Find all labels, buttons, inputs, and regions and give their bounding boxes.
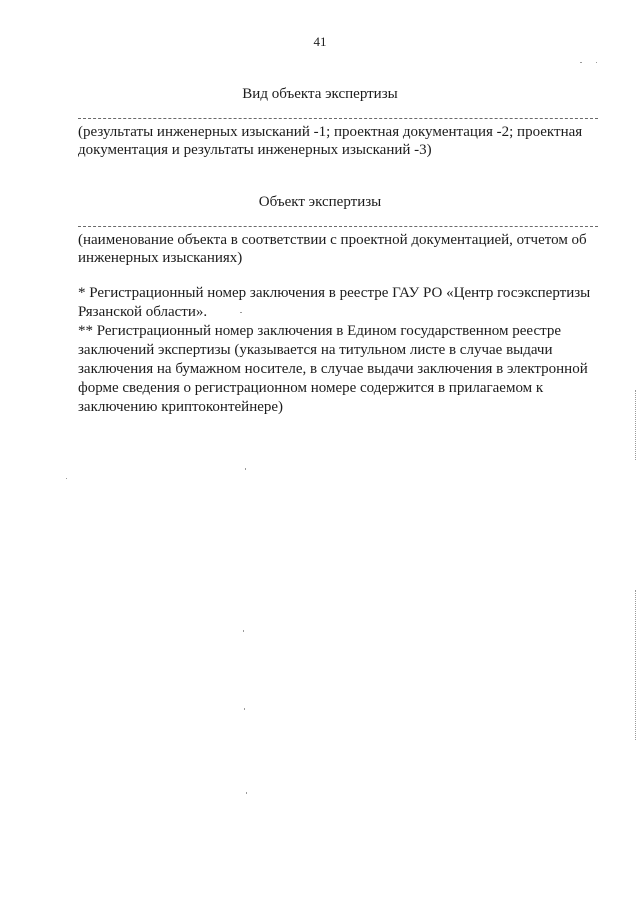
- scan-speck: [240, 312, 242, 313]
- scan-edge-marks: [635, 590, 637, 740]
- scan-speck: [596, 62, 597, 63]
- footnote-line: заключению криптоконтейнере): [78, 399, 284, 415]
- scan-speck: [66, 478, 67, 479]
- footnote-line: форме сведения о регистрационном номере содержится в прилагаемом к: [78, 380, 544, 396]
- caption-line: инженерных изысканиях): [78, 250, 243, 266]
- footnote-line: заключений экспертизы (указывается на титульном листе в случае выдачи: [78, 342, 553, 358]
- fill-in-line-expertise-type: [78, 118, 598, 119]
- caption-line: (наименование объекта в соответствии с проектной документацией, отчетом об: [78, 232, 587, 248]
- page-number: 41: [313, 34, 327, 49]
- footnote-registry-rgau: [78, 284, 608, 322]
- section-title-expertise-object: Объект экспертизы: [258, 194, 382, 210]
- footnote-unified-registry: [78, 322, 608, 417]
- scan-speck: [244, 708, 245, 710]
- scan-edge-marks: [635, 390, 637, 460]
- scan-speck: [243, 630, 244, 632]
- footnote-line: заключения на бумажном носителе, в случае выдачи заключения в электронной: [78, 361, 588, 377]
- scan-speck: [246, 792, 247, 794]
- caption-expertise-object: [78, 231, 608, 267]
- fill-in-line-expertise-object: [78, 226, 598, 227]
- scan-speck: [245, 468, 246, 470]
- caption-line: (результаты инженерных изысканий -1; проектная документация -2; проектная: [78, 124, 583, 140]
- footnote-line: ** Регистрационный номер заключения в Едином государственном реестре: [78, 323, 562, 339]
- scan-speck: [580, 62, 582, 63]
- footnote-line: Рязанской области».: [78, 304, 208, 320]
- footnotes: [78, 284, 608, 417]
- footnote-line: * Регистрационный номер заключения в реестре ГАУ РО «Центр госэкспертизы: [78, 285, 591, 301]
- caption-line: документация и результаты инженерных изысканий -3): [78, 142, 432, 158]
- caption-expertise-type: [78, 123, 608, 159]
- section-title-expertise-type: Вид объекта экспертизы: [242, 86, 398, 102]
